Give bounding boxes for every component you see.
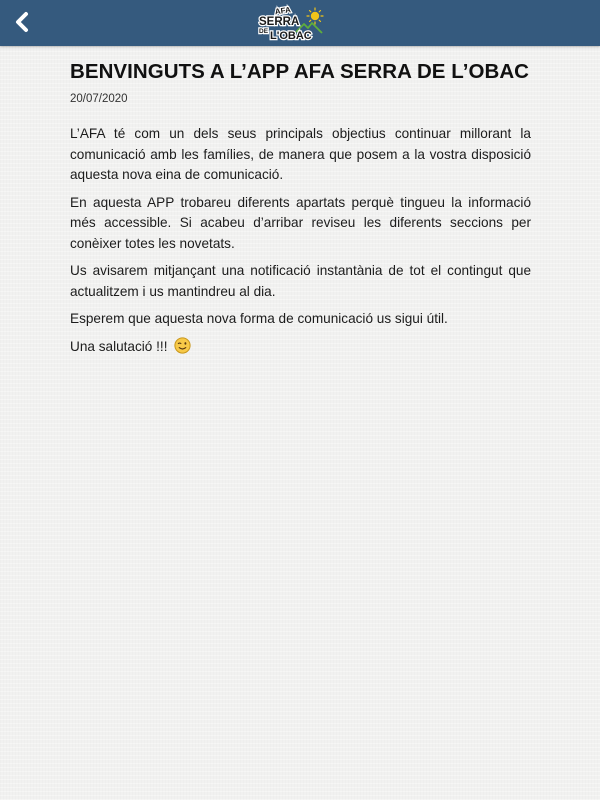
- top-app-bar: [0, 0, 600, 46]
- afa-logo: [256, 4, 328, 42]
- article-content: [70, 58, 531, 364]
- logo-line3: DE: [259, 28, 269, 35]
- article-paragraph: L’AFA té com un dels seus principals objectius continuar millorant la comunicació amb les famílies, de manera que posem a la vostra disposició aquesta nova eina de comunicació.: [70, 126, 531, 182]
- logo-line1: AFA: [274, 5, 292, 17]
- closing-text: Una salutació !!!: [70, 338, 168, 354]
- winking-face-icon: [174, 337, 191, 354]
- article-closing: [70, 337, 531, 358]
- article-body: [70, 124, 531, 357]
- article-date: 20/07/2020: [70, 93, 128, 105]
- article-paragraph: Us avisarem mitjançant una notificació instantània de tot el contingut que actualitzem i us mantindreu al dia.: [70, 263, 531, 299]
- logo-line2: SERRA: [259, 16, 300, 28]
- article-title: BENVINGUTS A L’APP AFA SERRA DE L’OBAC: [70, 60, 530, 83]
- article-paragraph: En aquesta APP trobareu diferents apartats perquè tingueu la informació més accessible. Si acabeu d’arribar reviseu les diferents seccions per conèixer totes les novetats.: [70, 194, 531, 251]
- logo-line4: L'OBAC: [270, 30, 312, 42]
- back-button[interactable]: [6, 6, 38, 38]
- chevron-left-icon: [12, 11, 32, 33]
- sun-icon: [311, 12, 319, 20]
- article-paragraph: Esperem que aquesta nova forma de comunicació us sigui útil.: [70, 311, 448, 326]
